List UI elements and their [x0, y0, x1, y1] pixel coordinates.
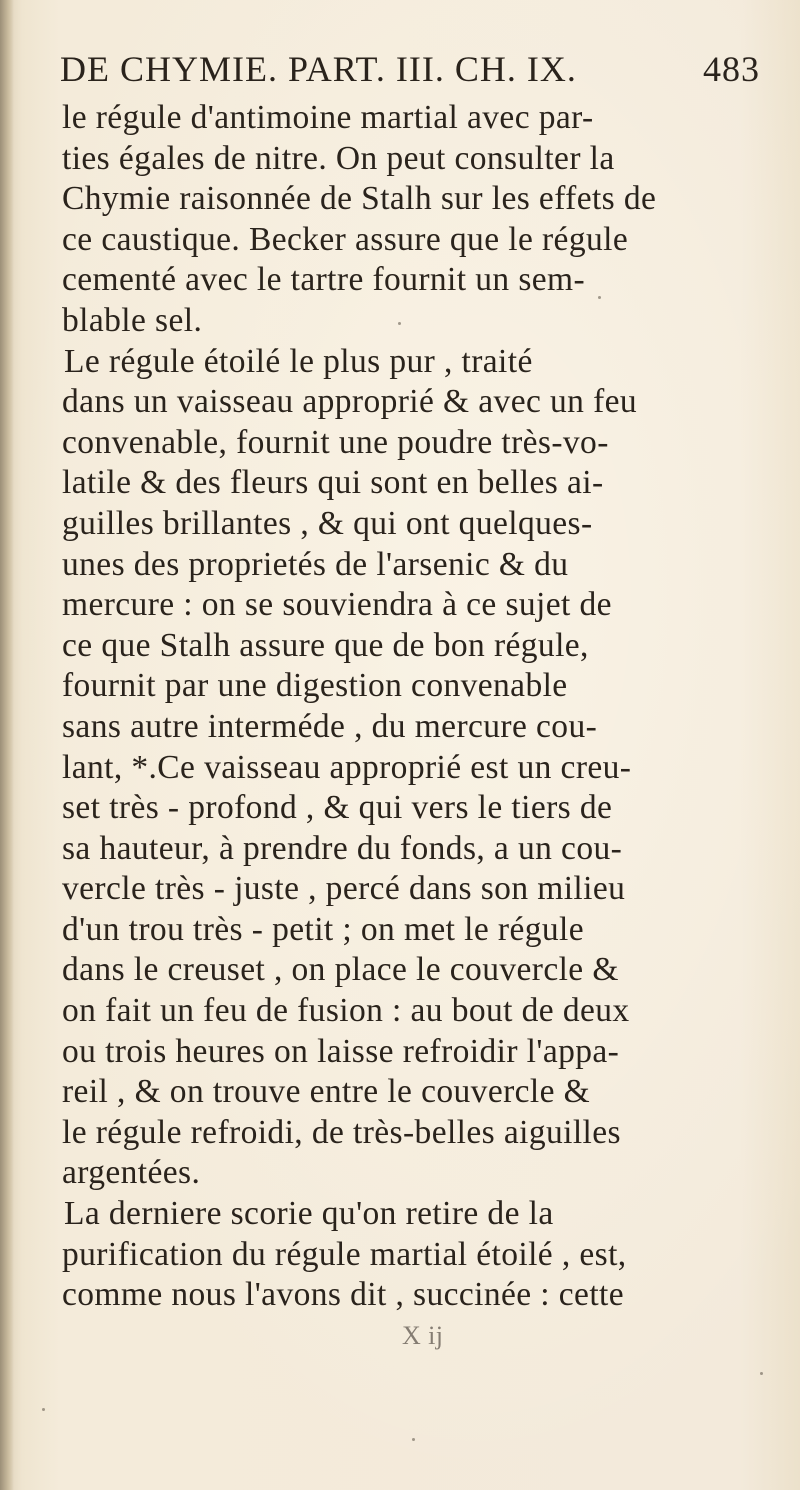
text-line: cementé avec le tartre fournit un sem- [62, 261, 586, 299]
ink-speck [398, 322, 401, 325]
ink-speck [760, 1372, 763, 1375]
text-line: set très - profond , & qui vers le tiers de [62, 789, 613, 827]
text-line: purification du régule martial étoilé , est, [62, 1235, 627, 1273]
page-number: 483 [703, 49, 760, 89]
text-line: ce que Stalh assure que de bon régule, [62, 626, 589, 664]
text-line: ce caustique. Becker assure que le régule [62, 220, 629, 258]
text-line: reil , & on trouve entre le couvercle & [62, 1073, 591, 1111]
text-line: blable sel. [62, 301, 203, 339]
body-text [62, 98, 657, 1356]
text-line: comme nous l'avons dit , succinée : cette [62, 1276, 625, 1314]
text-line: sans autre interméde , du mercure cou- [62, 707, 598, 745]
text-line: sa hauteur, à prendre du fonds, a un cou- [62, 829, 623, 867]
paragraph-start-line: La derniere scorie qu'on retire de la [64, 1195, 554, 1233]
paragraph-start-line: Le régule étoilé le plus pur , traité [64, 342, 533, 380]
text-line: ties égales de nitre. On peut consulter la [62, 139, 615, 177]
text-line: guilles brillantes , & qui ont quelques- [62, 504, 593, 542]
text-line: on fait un feu de fusion : au bout de deux [62, 992, 630, 1030]
text-line: le régule d'antimoine martial avec par- [62, 99, 594, 136]
text-line: latile & des fleurs qui sont en belles ai- [62, 464, 604, 502]
text-line: argentées. [62, 1154, 201, 1192]
text-line: convenable, fournit une poudre très-vo- [62, 423, 609, 461]
running-title: DE CHYMIE. PART. III. CH. IX. [60, 49, 577, 89]
text-line: fournit par une digestion convenable [62, 667, 568, 705]
ink-speck [412, 1438, 415, 1441]
text-line: unes des proprietés de l'arsenic & du [62, 545, 569, 583]
text-line: mercure : on se souviendra à ce sujet de [62, 586, 612, 624]
text-line: le régule refroidi, de très-belles aiguilles [62, 1113, 621, 1151]
text-line: ou trois heures on laisse refroidir l'appa- [62, 1032, 620, 1070]
text-line: dans le creuset , on place le couvercle & [62, 951, 619, 989]
signature-mark-line: X ij [402, 1320, 444, 1350]
ink-speck [598, 296, 601, 299]
text-line: lant, *.Ce vaisseau approprié est un creu- [62, 748, 632, 786]
text-line: dans un vaisseau approprié & avec un feu [62, 383, 638, 421]
page-gutter-shadow [0, 0, 14, 1490]
text-line: Chymie raisonnée de Stalh sur les effets de [62, 180, 657, 218]
text-line: vercle très - juste , percé dans son milieu [62, 870, 626, 908]
text-line: d'un trou très - petit ; on met le régule [62, 910, 585, 948]
ink-speck [42, 1408, 45, 1411]
running-header [60, 48, 760, 92]
